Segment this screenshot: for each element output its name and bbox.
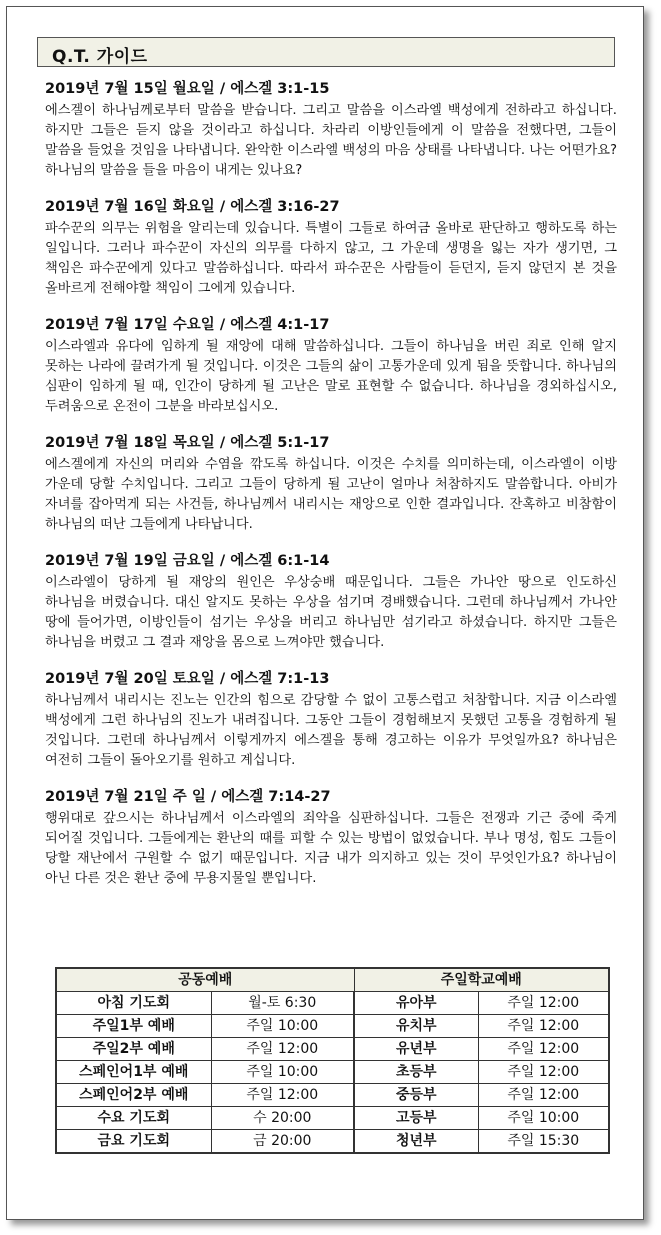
service-name: 금요 기도회 [56, 1130, 211, 1154]
column-header-sunday-school: 주일학교예배 [354, 968, 609, 992]
table-header-row [56, 968, 609, 992]
department-name: 유년부 [354, 1038, 478, 1061]
service-time: 주일 10:00 [211, 1015, 354, 1038]
department-name: 고등부 [354, 1107, 478, 1130]
service-name: 스페인어2부 예배 [56, 1084, 211, 1107]
department-name: 유치부 [354, 1015, 478, 1038]
service-time: 금 20:00 [211, 1130, 354, 1154]
service-name: 아침 기도회 [56, 992, 211, 1015]
section-title: Q.T. 가이드 [52, 47, 148, 67]
entry-body: 이스라엘과 유다에 임하게 될 재앙에 대해 말씀하십니다. 그들이 하나님을 버린 죄로 인해 알지 못하는 나라에 끌려가게 될 것입니다. 이것은 그들의 삶이 고통가운데 있게 됨을 뜻합니다. 하나님의 심판이 임하게 될 때, 인간이 당하게 될 고난은 말로 표현할 수 없습니다. 하나님을 경외하십시오, 두려움으로 온전이 그분을 바라보십시오. [45, 339, 617, 414]
entry-title: 2019년 7월 18일 목요일 / 에스겔 5:1-17 [45, 435, 330, 451]
table-row [56, 1061, 609, 1084]
entry-title: 2019년 7월 20일 토요일 / 에스겔 7:1-13 [45, 671, 330, 687]
entry-title: 2019년 7월 21일 주 일 / 에스겔 7:14-27 [45, 789, 331, 805]
service-name: 수요 기도회 [56, 1107, 211, 1130]
table-row [56, 1084, 609, 1107]
entry-body: 하나님께서 내리시는 진노는 인간의 힘으로 감당할 수 없이 고통스럽고 처참합니다. 지금 이스라엘 백성에게 그런 하나님의 진노가 내려집니다. 그동안 그들이 경험해보지 못했던 고통을 경험하게 될 것입니다. 그런데 하나님께서 이렇게까지 에스겔을 통해 경고하는 이유가 무엇일까요? 하나님은 여전히 그들이 돌아오기를 원하고 계십니다. [45, 693, 617, 768]
service-name: 주일1부 예배 [56, 1015, 211, 1038]
entry-title: 2019년 7월 15일 월요일 / 에스겔 3:1-15 [45, 81, 330, 97]
entry-body: 행위대로 갚으시는 하나님께서 이스라엘의 죄악을 심판하십니다. 그들은 전쟁과 기근 중에 죽게 되어질 것입니다. 그들에게는 환난의 때를 피할 수 있는 방법이 없었습니다. 부나 명성, 힘도 그들이 당할 재난에서 구원할 수 없기 때문입니다. 지금 내가 의지하고 있는 것이 무엇인가요? 하나님이 아닌 다른 것은 환난 중에 무용지물일 뿐입니다. [45, 811, 617, 886]
worship-schedule-table [55, 967, 610, 1154]
service-time: 수 20:00 [211, 1107, 354, 1130]
qt-entry [45, 315, 617, 417]
department-name: 중등부 [354, 1084, 478, 1107]
table-row [56, 1038, 609, 1061]
department-name: 초등부 [354, 1061, 478, 1084]
service-time: 월-토 6:30 [211, 992, 354, 1015]
entry-body: 에스겔에게 자신의 머리와 수염을 깎도록 하십니다. 이것은 수치를 의미하는데, 이스라엘이 이방 가운데 당할 수치입니다. 그리고 그들이 당하게 될 고난이 얼마나 처참하지도 말씀합니다. 아비가 자녀를 잡아먹게 되는 사건들, 하나님께서 내리시는 재앙으로 인한 결과입니다. 잔혹하고 비참함이 하나님의 떠난 그들에게 나타납니다. [45, 457, 617, 532]
column-header-worship: 공동예배 [56, 968, 354, 992]
department-time: 주일 12:00 [478, 1038, 609, 1061]
department-time: 주일 12:00 [478, 1061, 609, 1084]
table-row [56, 1015, 609, 1038]
department-time: 주일 12:00 [478, 1015, 609, 1038]
entry-body: 파수꾼의 의무는 위험을 알리는데 있습니다. 특별이 그들로 하여금 올바로 판단하고 행하도록 하는 일입니다. 그러나 파수꾼이 자신의 의무를 다하지 않고, 그 가운데 생명을 잃는 자가 생기면, 그 책임은 파수꾼에게 있다고 말씀하십니다. 따라서 파수꾼은 사람들이 듣던지, 듣지 않던지 본 것을 올바르게 전해야할 책임이 그에게 있습니다. [45, 221, 617, 296]
service-name: 스페인어1부 예배 [56, 1061, 211, 1084]
qt-entry [45, 551, 617, 653]
qt-entry [45, 787, 617, 889]
section-header [37, 37, 615, 67]
department-time: 주일 12:00 [478, 992, 609, 1015]
entry-body: 에스겔이 하나님께로부터 말씀을 받습니다. 그리고 말씀을 이스라엘 백성에게 전하라고 하십니다. 하지만 그들은 듣지 않을 것이라고 하십니다. 차라리 이방인들에게 이 말씀을 전했다면, 그들이 말씀을 들었을 것임을 나타냅니다. 완악한 이스라엘 백성의 마음 상태를 나타냅니다. 나는 어떤가요? 하나님의 말씀을 들을 마음이 내게는 있나요? [45, 103, 617, 178]
department-time: 주일 10:00 [478, 1107, 609, 1130]
bulletin-page [6, 6, 644, 1220]
entry-body: 이스라엘이 당하게 될 재앙의 원인은 우상숭배 때문입니다. 그들은 가나안 땅으로 인도하신 하나님을 버렸습니다. 대신 알지도 못하는 우상을 섬기며 경배했습니다. 그런데 하나님께서 가나안 땅에 들어가면, 이방인들이 섬기는 우상을 버리고 하나님만 섬기라고 하셨습니다. 하지만 그들은 하나님을 버렸고 그 결과 재앙을 몸으로 느껴야만 했습니다. [45, 575, 617, 650]
table-row [56, 1130, 609, 1154]
entry-title: 2019년 7월 19일 금요일 / 에스겔 6:1-14 [45, 553, 330, 569]
table-row [56, 992, 609, 1015]
service-time: 주일 12:00 [211, 1038, 354, 1061]
department-time: 주일 15:30 [478, 1130, 609, 1154]
service-time: 주일 10:00 [211, 1061, 354, 1084]
table-row [56, 1107, 609, 1130]
department-name: 청년부 [354, 1130, 478, 1154]
entry-title: 2019년 7월 17일 수요일 / 에스겔 4:1-17 [45, 317, 330, 333]
department-time: 주일 12:00 [478, 1084, 609, 1107]
qt-entry [45, 669, 617, 771]
service-name: 주일2부 예배 [56, 1038, 211, 1061]
qt-entry [45, 79, 617, 181]
entry-title: 2019년 7월 16일 화요일 / 에스겔 3:16-27 [45, 199, 340, 215]
department-name: 유아부 [354, 992, 478, 1015]
qt-entry [45, 433, 617, 535]
qt-entries [45, 79, 617, 905]
qt-entry [45, 197, 617, 299]
service-time: 주일 12:00 [211, 1084, 354, 1107]
